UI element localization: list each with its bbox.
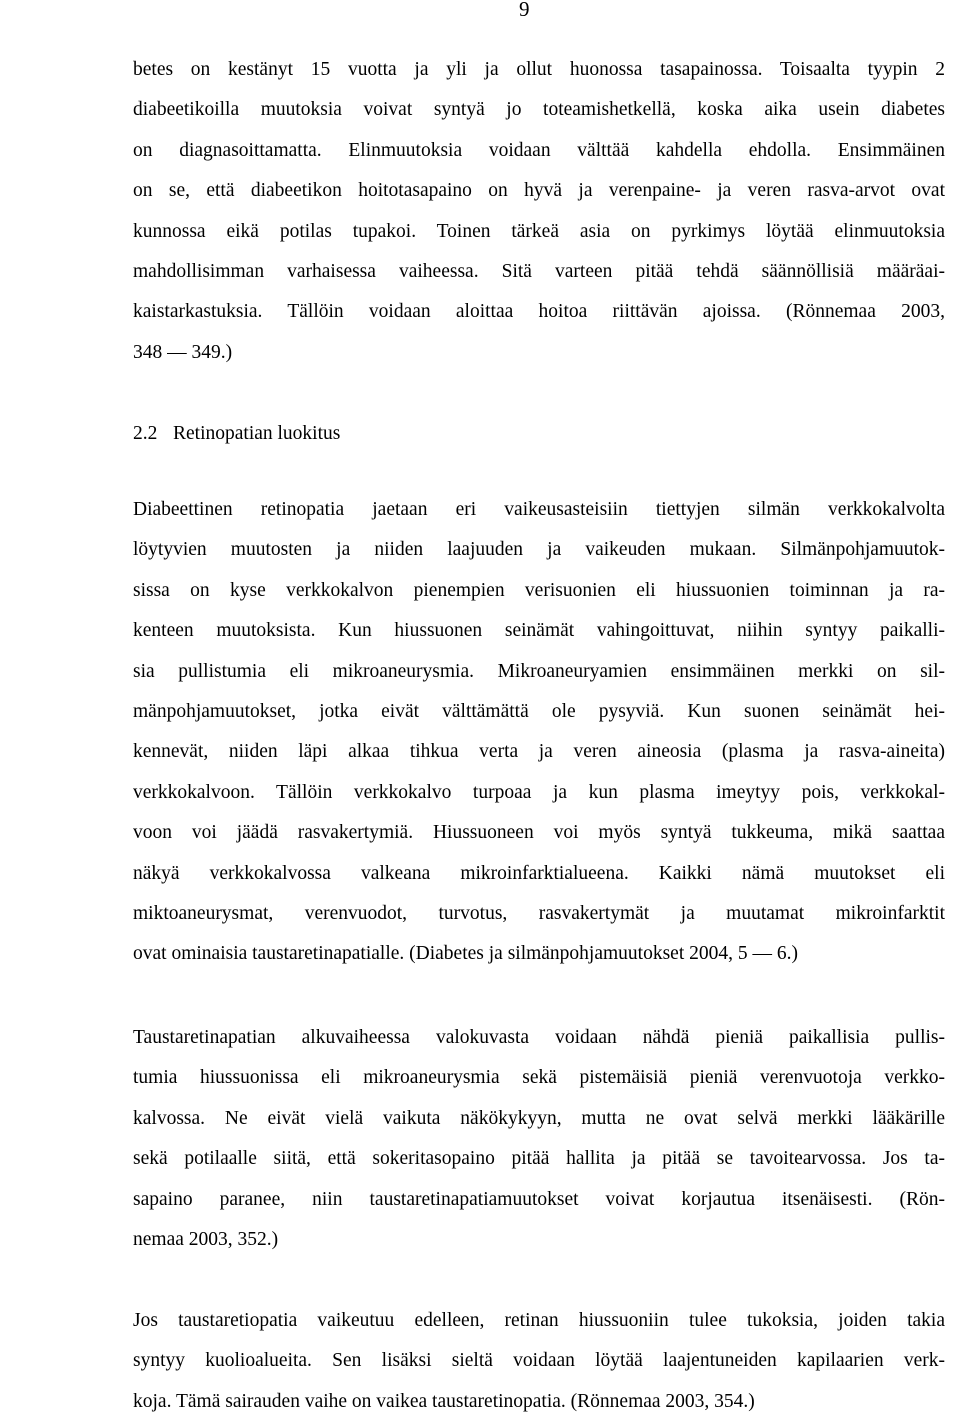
text-line: kaistarkastuksia. Tällöin voidaan aloittaa hoitoa riittävän ajoissa. (Rönnemaa 2003, [133, 301, 945, 323]
text-line: nemaa 2003, 352.) [133, 1228, 279, 1250]
text-line: on se, että diabeetikon hoitotasapaino on hyvä ja verenpaine- ja veren rasva-arvot ovat [133, 180, 945, 202]
text-line: Taustaretinapatian alkuvaiheessa valokuvasta voidaan nähdä pieniä paikallisia pullis- [133, 1027, 945, 1048]
text-line: koja. Tämä sairauden vaihe on vaikea taustaretinopatia. (Rönnemaa 2003, 354.) [133, 1390, 755, 1412]
text-line: ovat ominaisia taustaretinapatialle. (Diabetes ja silmänpohjamuutokset 2004, 5 — 6.) [133, 943, 798, 965]
text-line: Jos taustaretiopatia vaikeutuu edelleen, retinan hiussuoniin tulee tukoksia, joiden takia [133, 1310, 945, 1331]
text-line: kalvossa. Ne eivät vielä vaikuta näkökykyyn, mutta ne ovat selvä merkki lääkärille [133, 1107, 945, 1129]
section-number: 2.2 [133, 423, 158, 444]
text-line: sapaino paranee, niin taustaretinapatiamuutokset voivat korjautua itsenäisesti. (Rön- [133, 1188, 945, 1210]
text-line: 348 — 349.) [133, 341, 233, 363]
text-line: betes on kestänyt 15 vuotta ja yli ja ollut huonossa tasapainossa. Toisaalta tyypin 2 [133, 59, 945, 80]
text-line: mahdollisimman varhaisessa vaiheessa. Sitä varteen pitää tehdä säännöllisiä määräai- [133, 260, 945, 282]
section-title: Retinopatian luokitus [173, 423, 341, 444]
text-line: sissa on kyse verkkokalvon pienempien verisuonien eli hiussuonien toiminnan ja ra- [133, 579, 945, 601]
text-line: löytyvien muutosten ja niiden laajuuden ja vaikeuden mukaan. Silmänpohjamuutok- [133, 539, 945, 561]
text-line: diabeetikoilla muutoksia voivat syntyä jo toteamishetkellä, koska aika usein diabetes [133, 99, 945, 121]
text-line: Diabeettinen retinopatia jaetaan eri vaikeusasteisiin tiettyjen silmän verkkokalvolta [133, 499, 945, 520]
text-line: näkyä verkkokalvossa valkeana mikroinfarktialueena. Kaikki nämä muutokset eli [133, 862, 945, 884]
text-line: mänpohjamuutokset, jotka eivät välttämättä ole pysyviä. Kun suonen seinämät hei- [133, 700, 945, 722]
text-line: sekä potilaalle siitä, että sokeritasopaino pitää hallita ja pitää se tavoitearvossa. Jos ta- [133, 1148, 945, 1170]
text-line: sia pullistumia eli mikroaneurysmia. Mikroaneuryamien ensimmäinen merkki on sil- [133, 660, 945, 682]
paragraph-retinopathy-classification [133, 490, 945, 975]
text-line: on diagnasoittamatta. Elinmuutoksia voidaan välttää kahdella ehdolla. Ensimmäinen [133, 139, 945, 161]
text-line: voon voi jäädä rasvakertymiä. Hiussuoneen voi myös syntyä tukkeuma, mikä saattaa [133, 822, 945, 844]
section-heading [133, 414, 340, 454]
page-number: 9 [519, 0, 530, 21]
text-line: verkkokalvoon. Tällöin verkkokalvo turpoaa ja kun plasma imeytyy pois, verkkokal- [133, 781, 945, 803]
text-line: kennevät, niiden läpi alkaa tihkua verta ja veren aineosia (plasma ja rasva-aineita) [133, 741, 945, 763]
paragraph-continuation [133, 50, 945, 373]
text-line: syntyy kuolioalueita. Sen lisäksi sieltä voidaan löytää laajentuneiden kapilaarien verk- [133, 1350, 945, 1372]
text-line: miktoaneurysmat, verenvuodot, turvotus, rasvakertymät ja muutamat mikroinfarktit [133, 902, 945, 924]
paragraph-severe-retinopathy [133, 1301, 945, 1422]
text-line: kenteen muutoksista. Kun hiussuonen seinämät vahingoittuvat, niihin syntyy paikalli- [133, 620, 945, 642]
text-line: kunnossa eikä potilas tupakoi. Toinen tärkeä asia on pyrkimys löytää elinmuutoksia [133, 220, 945, 242]
text-line: tumia hiussuonissa eli mikroaneurysmia sekä pistemäisiä pieniä verenvuotoja verkko- [133, 1067, 945, 1089]
paragraph-background-retinopathy [133, 1018, 945, 1260]
